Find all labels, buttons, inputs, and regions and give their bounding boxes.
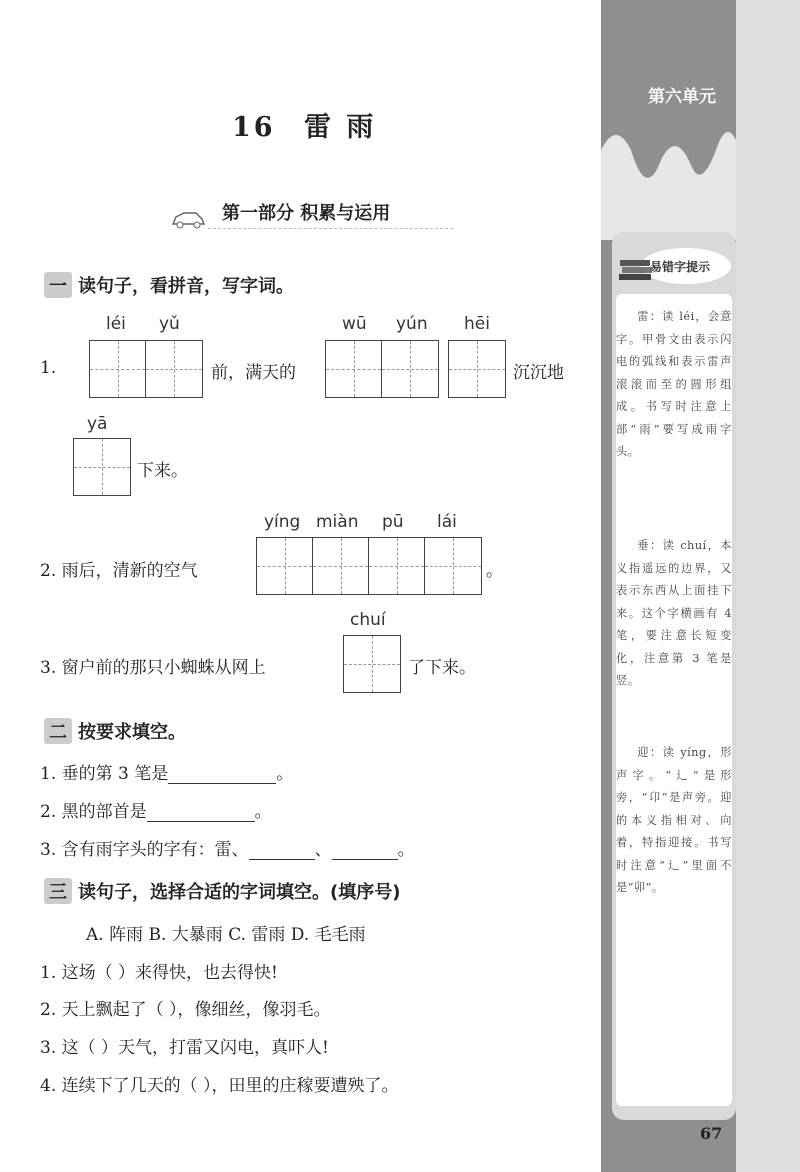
lesson-title xyxy=(232,105,376,144)
question-1-number: 一 xyxy=(44,272,72,298)
blank-radical[interactable] xyxy=(147,803,255,822)
page-number: 67 xyxy=(700,1124,723,1143)
writing-box-yingmianpulai[interactable] xyxy=(256,537,482,595)
section-underline xyxy=(208,228,453,233)
blank-rain-radical-2[interactable] xyxy=(332,841,398,860)
q3-item-4: 4. 连续下了几天的（ ），田里的庄稼要遭殃了。 xyxy=(40,1076,399,1096)
q2-line-2: 2. 黑的部首是 。 xyxy=(40,802,272,822)
item-3-text: 3. 窗户前的那只小蜘蛛从网上 xyxy=(40,658,266,678)
books-icon xyxy=(619,260,652,280)
q3-item-2: 2. 天上飘起了（ ），像细丝，像羽毛。 xyxy=(40,1000,331,1020)
pinyin-hei: hēi xyxy=(464,314,490,334)
item-1-text-b: 沉沉地 xyxy=(513,363,564,383)
pinyin-pu: pū xyxy=(382,512,404,532)
tip-chui: 垂：读 chuí，本义指遥远的边界，又表示东西从上面挂下来。这个字横画有 4 笔，要注意长短变化，注意第 3 笔是竖。 xyxy=(616,539,732,687)
writing-box-chui[interactable] xyxy=(343,635,401,693)
lesson-number: 16 xyxy=(232,112,276,143)
pinyin-lai: lái xyxy=(437,512,457,532)
pinyin-chui: chuí xyxy=(350,610,386,630)
question-2-title: 按要求填空。 xyxy=(78,722,186,743)
question-1-heading xyxy=(44,272,294,298)
item-2-end: 。 xyxy=(486,561,503,581)
blank-rain-radical-1[interactable] xyxy=(249,841,315,860)
tip-ying: 迎：读 yíng，形声字。“辶”是形旁，“卬”是声旁。迎的本义指相对、向着，特指迎接。书写时注意“辶”里面不是“卯”。 xyxy=(616,746,732,894)
pinyin-lei: léi xyxy=(106,314,126,334)
pinyin-yun: yún xyxy=(396,314,428,334)
writing-box-leiyu[interactable] xyxy=(89,340,203,398)
item-2-text: 2. 雨后，清新的空气 xyxy=(40,561,198,581)
pinyin-ya: yā xyxy=(87,414,108,434)
item-1-number: 1. xyxy=(40,358,57,378)
question-2-number: 二 xyxy=(44,718,72,744)
question-1-title: 读句子，看拼音，写字词。 xyxy=(78,276,294,297)
writing-box-hei[interactable] xyxy=(448,340,506,398)
item-3-end: 了下来。 xyxy=(408,658,476,678)
lesson-name: 雷 雨 xyxy=(303,112,377,143)
wave-decoration xyxy=(601,0,800,240)
question-2-heading xyxy=(44,718,186,744)
q2-line-1: 1. 垂的第 3 笔是 。 xyxy=(40,764,294,784)
tip-label: 易错字提示 xyxy=(650,260,711,274)
question-3-title: 读句子，选择合适的字词填空。(填序号) xyxy=(78,882,401,903)
car-icon xyxy=(170,208,206,230)
pinyin-ying: yíng xyxy=(264,512,301,532)
blank-stroke-3[interactable] xyxy=(168,765,276,784)
pinyin-wu: wū xyxy=(342,314,367,334)
item-1-text-a: 前，满天的 xyxy=(211,363,296,383)
tip-lei: 雷：读 léi，会意字。甲骨文由表示闪电的弧线和表示雷声滚滚而至的圆形组成。书写时注意上部“雨”要写成雨字头。 xyxy=(616,310,732,458)
question-3-number: 三 xyxy=(44,878,72,904)
q2-line-3: 3. 含有雨字头的字有：雷、 、 。 xyxy=(40,840,415,860)
pinyin-yu: yǔ xyxy=(159,314,180,334)
pinyin-mian: miàn xyxy=(316,512,359,532)
item-1-text-c: 下来。 xyxy=(137,461,188,481)
writing-box-ya[interactable] xyxy=(73,438,131,496)
q3-item-1: 1. 这场（ ）来得快，也去得快! xyxy=(40,963,278,983)
unit-title: 第六单元 xyxy=(648,87,716,107)
q3-options: A. 阵雨 B. 大暴雨 C. 雷雨 D. 毛毛雨 xyxy=(86,925,366,945)
question-3-heading xyxy=(44,878,400,904)
q3-item-3: 3. 这（ ）天气，打雷又闪电，真吓人! xyxy=(40,1038,329,1058)
section-title: 第一部分 积累与运用 xyxy=(222,203,391,224)
writing-box-wuyun[interactable] xyxy=(325,340,439,398)
